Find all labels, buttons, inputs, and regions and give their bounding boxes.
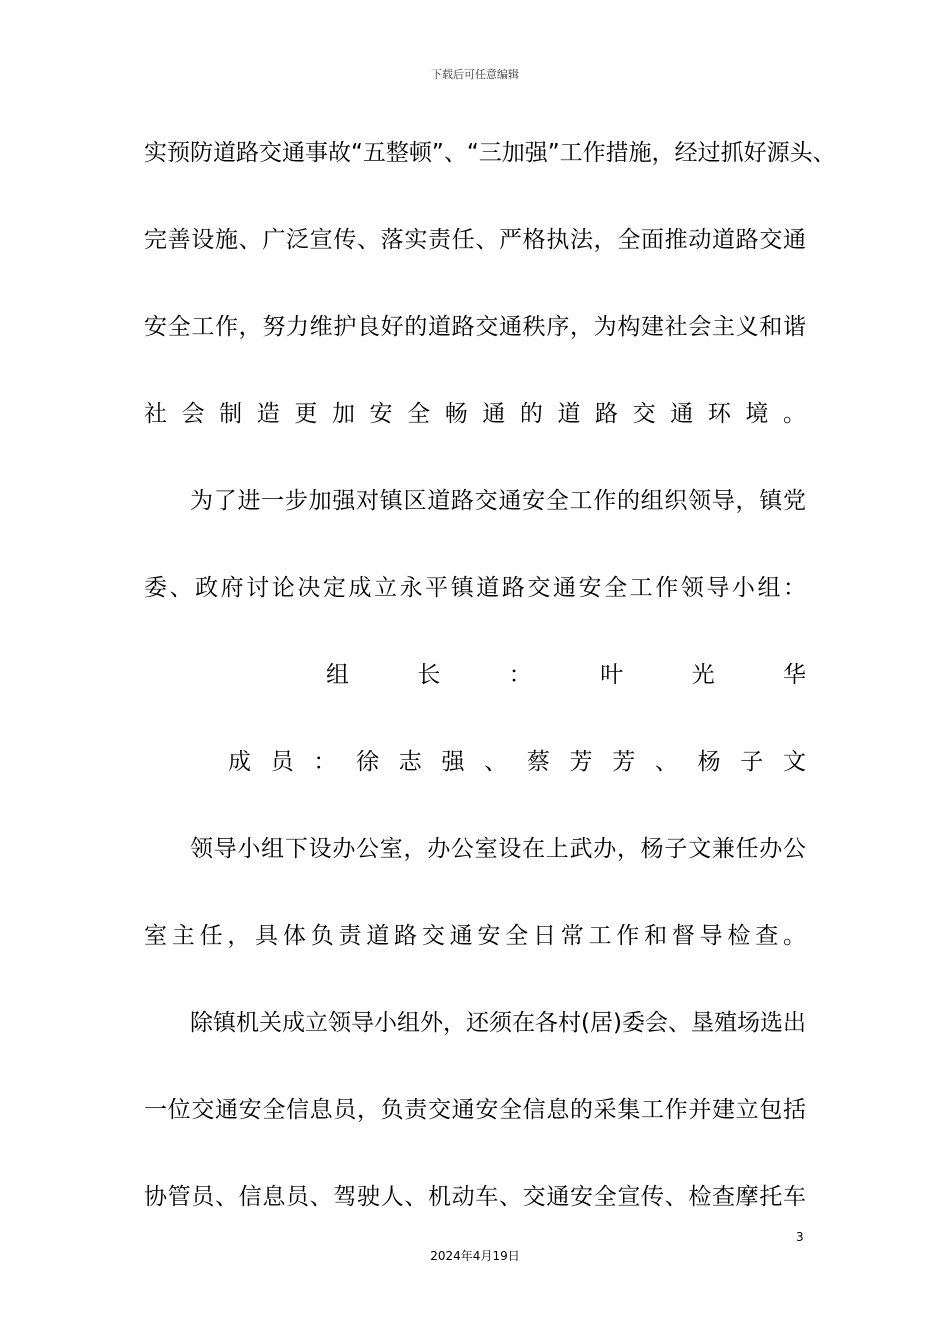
page-header: 下载后可任意编辑 [431, 68, 519, 81]
body-line-1: 实预防道路交通事故“五整顿”、“三加强”工作措施，经过抓好源头、 [144, 140, 836, 166]
body-line-10: 室主任，具体负责道路交通安全日常工作和督导检查。 [144, 923, 806, 949]
body-line-6: 委、政府讨论决定成立永平镇道路交通安全工作领导小组： [144, 575, 806, 601]
body-line-12: 一位交通安全信息员，负责交通安全信息的采集工作并建立包括 [144, 1097, 806, 1123]
leader-line: 组长：叶光华 [326, 662, 806, 688]
page-number: 3 [796, 1230, 804, 1244]
body-line-5: 为了进一步加强对镇区道路交通安全工作的组织领导，镇党 [190, 488, 806, 514]
footer-date: 2024年4月19日 [430, 1249, 520, 1263]
body-line-9: 领导小组下设办公室，办公室设在上武办，杨子文兼任办公 [190, 836, 806, 862]
body-line-2: 完善设施、广泛宣传、落实责任、严格执法，全面推动道路交通 [144, 227, 806, 253]
body-line-4: 社会制造更加安全畅通的道路交通环境。 [144, 401, 806, 427]
body-line-13: 协管员、信息员、驾驶人、机动车、交通安全宣传、检查摩托车 [144, 1184, 806, 1210]
members-line: 成员：徐志强、蔡芳芳、杨子文 [228, 749, 806, 775]
body-line-3: 安全工作，努力维护良好的道路交通秩序，为构建社会主义和谐 [144, 314, 806, 340]
body-line-11: 除镇机关成立领导小组外，还须在各村(居)委会、垦殖场选出 [190, 1010, 806, 1036]
